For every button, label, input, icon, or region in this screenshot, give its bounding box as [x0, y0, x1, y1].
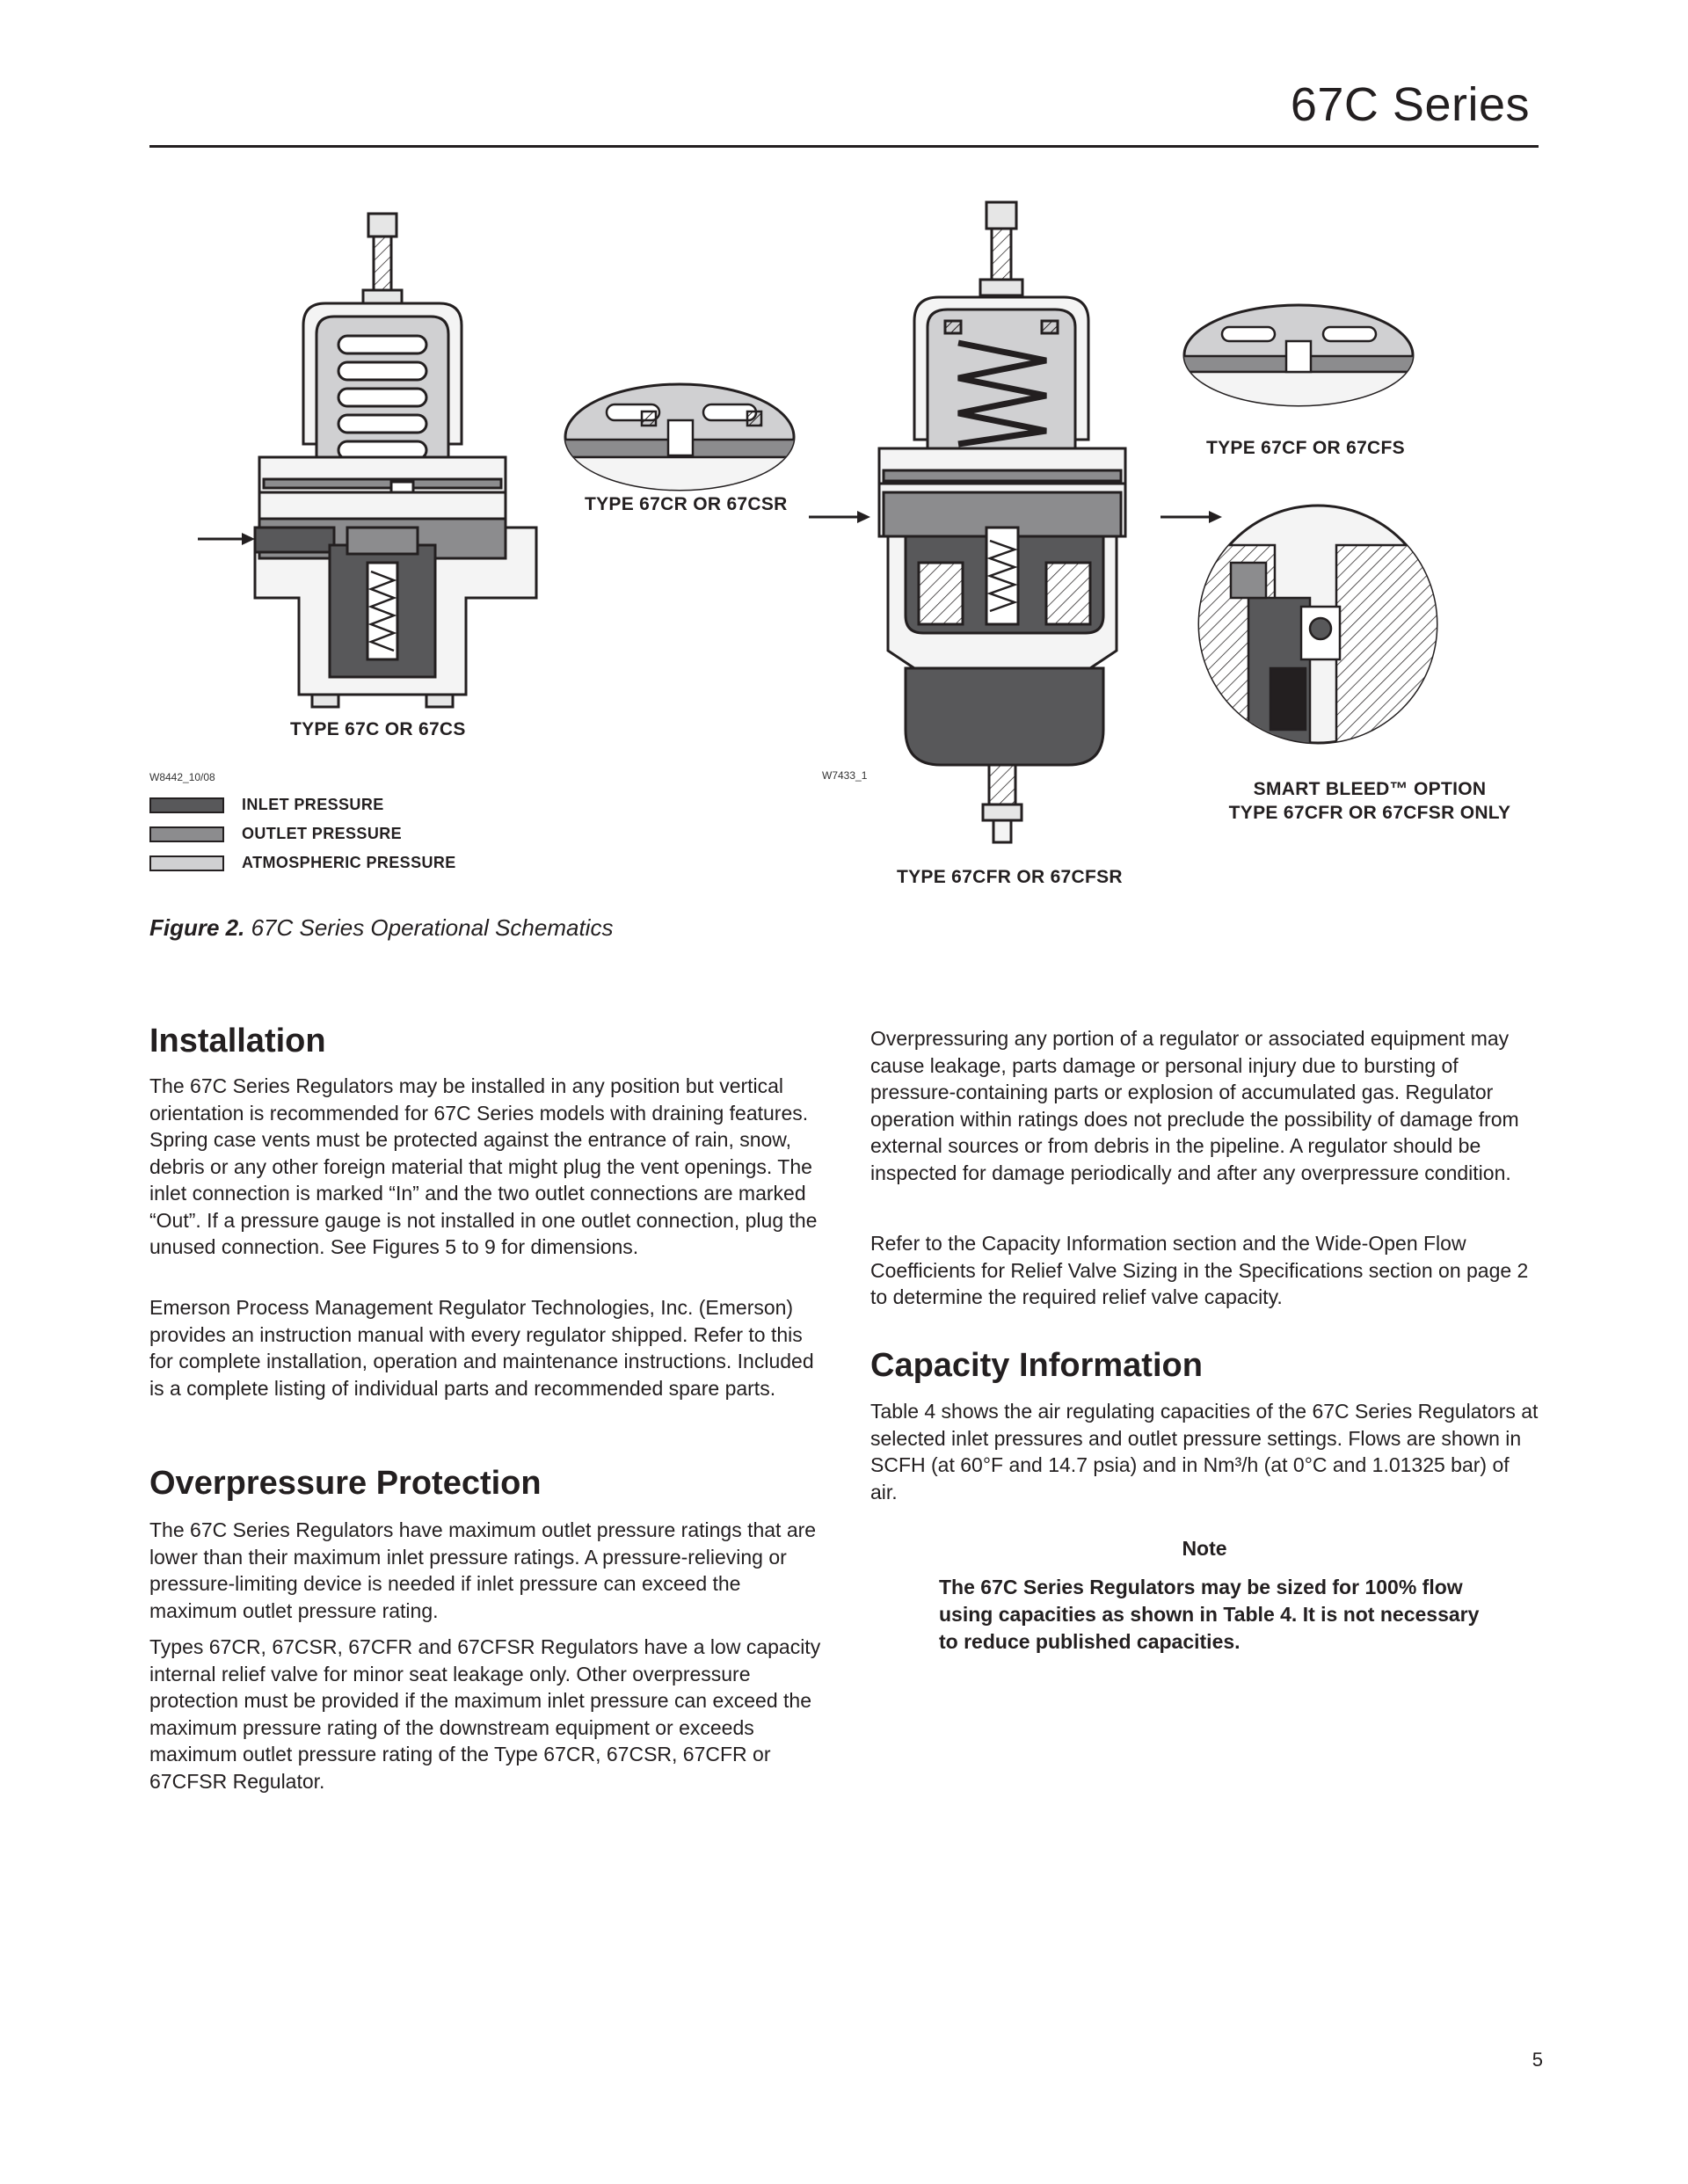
- installation-paragraph-1: The 67C Series Regulators may be installed in any position but vertical orientation is recommended for 67C Series models with draining features. Spring case vents must be protected against the entrance of rain, snow, debris or any other foreign material that might plug the vent openings. The inlet connection is marked “In” and the two outlet connections are marked “Out”. If a pressure gauge is not installed in one outlet connection, plug the unused connection. See Figures 5 to 9 for dimensions.: [149, 1074, 818, 1258]
- legend-swatch-inlet: [149, 797, 224, 813]
- label-type-67c: TYPE 67C OR 67CS: [290, 719, 466, 739]
- capacity-paragraph: Table 4 shows the air regulating capacities of the 67C Series Regulators at selected inlet pressures and outlet pressure settings. Flows are shown in SCFH (at 60°F and 14.7 psia) and in Nm³/h (at 0°C and 1.01325 bar) of air.: [870, 1400, 1539, 1503]
- label-type-67cfr: TYPE 67CFR OR 67CFSR: [897, 867, 1123, 887]
- heading-capacity-information: Capacity Information: [870, 1347, 1203, 1384]
- installation-paragraph-2: Emerson Process Management Regulator Technologies, Inc. (Emerson) provides an instruction manual with every regulator shipped. Refer to this for complete installation, operation and maintenance instructions. Included is a complete listing of individual parts and recommended spare parts.: [149, 1296, 814, 1400]
- overpressure-paragraph-1: The 67C Series Regulators have maximum outlet pressure ratings that are lower than their maximum inlet pressure ratings. A pressure-relieving or pressure-limiting device is needed if inlet pressure can exceed the maximum outlet pressure rating.: [149, 1518, 817, 1622]
- flow-arrowhead-left-in: [242, 533, 255, 545]
- regulator-67cfr-drawing: [879, 202, 1125, 842]
- heading-installation: Installation: [149, 1023, 326, 1059]
- overpressure-paragraph-2: Types 67CR, 67CSR, 67CFR and 67CFSR Regulators have a low capacity internal relief valve for minor seat leakage only. Other overpressure protection must be provided if the maximum inlet pressure can exceed the maximum pressure rating of the downstream equipment or exceeds maximum outlet pressure rating of the Type 67CR, 67CSR, 67CFR or 67CFSR Regulator.: [149, 1635, 821, 1793]
- detail-67cr-drawing: [563, 384, 800, 492]
- figure-caption: [149, 914, 613, 942]
- detail-smart-bleed-drawing: [1196, 506, 1442, 756]
- note-text: The 67C Series Regulators may be sized for 100% flow using capacities as shown in Table 4. It is not necessary to reduce published capacities.: [939, 1576, 1480, 1653]
- heading-overpressure-protection: Overpressure Protection: [149, 1465, 542, 1502]
- page-number: 5: [1532, 2049, 1543, 2071]
- legend-swatch-atmospheric: [149, 855, 224, 871]
- flow-arrowhead-mid-in: [857, 511, 870, 523]
- operational-schematics-figure: [0, 0, 1688, 914]
- section-overpressure: [149, 1465, 826, 1503]
- label-type-67cf: TYPE 67CF OR 67CFS: [1206, 438, 1405, 458]
- legend-label-atmospheric: ATMOSPHERIC PRESSURE: [242, 854, 456, 871]
- label-type-67cr: TYPE 67CR OR 67CSR: [585, 494, 788, 514]
- label-smart-bleed-line1: SMART BLEED™ OPTION: [1253, 779, 1487, 799]
- page-header-title: 67C Series: [1290, 78, 1530, 131]
- note-title: Note: [1182, 1537, 1227, 1560]
- regulator-67c-drawing: [255, 214, 536, 707]
- legend-label-inlet: INLET PRESSURE: [242, 796, 384, 813]
- relief-valve-paragraph: Refer to the Capacity Information section and the Wide-Open Flow Coefficients for Relief Valve Sizing in the Specifications section on page 2 to determine the required relief valve capacity.: [870, 1232, 1529, 1308]
- section-capacity: [870, 1347, 1539, 1385]
- drawing-code-mid: W7433_1: [822, 769, 868, 782]
- flow-arrowhead-right-out: [1209, 511, 1222, 523]
- legend-label-outlet: OUTLET PRESSURE: [242, 825, 403, 842]
- detail-67cf-drawing: [1178, 305, 1424, 407]
- overpressuring-paragraph: Overpressuring any portion of a regulator or associated equipment may cause leakage, parts damage or personal injury due to bursting of pressure-containing parts or explosion of accumulated gas. Regulator operation within ratings does not preclude the possibility of damage from external sources or from debris in the pipeline. A regulator should be inspected for damage periodically and after any overpressure condition.: [870, 1027, 1519, 1184]
- drawing-code-left: W8442_10/08: [149, 771, 215, 783]
- label-smart-bleed-line2: TYPE 67CFR OR 67CFSR ONLY: [1228, 803, 1511, 823]
- figure-caption-label: Figure 2.: [149, 914, 245, 941]
- figure-caption-text: 67C Series Operational Schematics: [244, 914, 614, 941]
- section-installation: [149, 1023, 826, 1060]
- legend-swatch-outlet: [149, 826, 224, 842]
